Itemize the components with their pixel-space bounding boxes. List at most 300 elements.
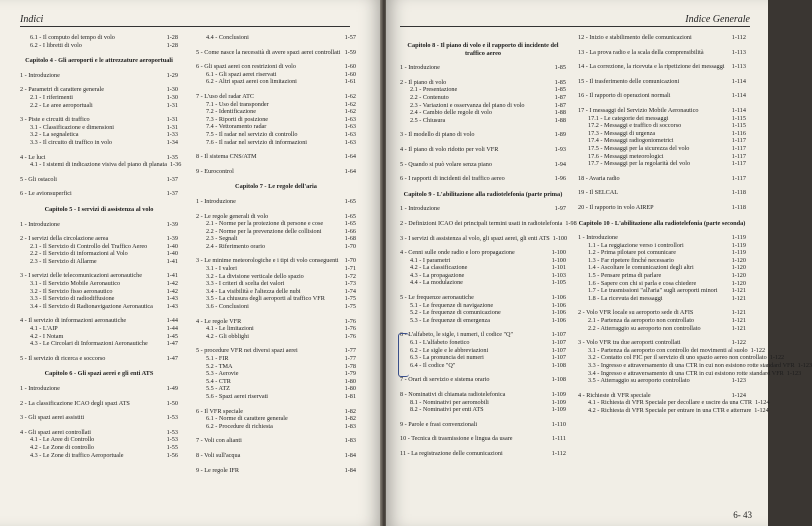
toc-entry (20, 400, 178, 408)
toc-entry (196, 123, 356, 131)
toc-entry-title: 4.1 - Le Aree di Controllo (30, 436, 95, 444)
toc-entry-title: 3.5 - Atterraggio su aeroporto controllato (588, 377, 690, 385)
toc-entry-page: 1-122 (769, 354, 785, 362)
toc-entry-page: 1-62 (344, 92, 356, 100)
toc-entry (578, 377, 746, 385)
toc-entry (196, 452, 356, 460)
toc-entry (196, 101, 356, 109)
toc-entry-title: 5.3 - Le frequenze di emergenza (410, 316, 490, 324)
toc-entry-page: 1-120 (731, 264, 746, 272)
toc-entry-title: 2.2 - Il Servizio di informazioni al Volo (30, 250, 128, 258)
toc-entry (196, 257, 356, 265)
toc-entry-title: 4.2 - I Notam (30, 332, 64, 340)
toc-entry-page: 1-122 (731, 339, 746, 347)
toc-entry (20, 303, 178, 311)
toc-entry-title: 17.4 - Messaggi radiogoniometrici (588, 137, 674, 145)
toc-entry-title: 3.4 - Il Servizio di Radionavigazione Aeronautica (30, 302, 153, 310)
toc-entry-page: 1-75 (344, 295, 356, 303)
toc-entry-page: 1-80 (344, 385, 356, 393)
toc-entry (400, 235, 566, 243)
toc-entry-page: 1-84 (344, 466, 356, 474)
toc-entry-title: 2.2 - Atterraggio su aeroporto non controllato (588, 324, 701, 332)
toc-entry-title: 2.1 - Il Servizio di Controllo del Traffico Aereo (30, 242, 148, 250)
chapter-heading: Capitolo 6 - Gli spazi aerei e gli enti ATS (44, 370, 154, 378)
toc-entry-title: 3.4 - Ingresso e attraversamento di una CTR in cui esistono rotte standard VFR (588, 369, 784, 377)
toc-entry-title: 5 - Il servizio di ricerca e soccorso (20, 354, 106, 362)
toc-entry-title: 4.2 - La classificazione (410, 264, 468, 272)
toc-entry-title: 4.2 - Gli obblighi (206, 332, 249, 340)
toc-column-1 (20, 34, 182, 459)
toc-entry (20, 243, 178, 251)
toc-entry-page: 1-118 (731, 203, 746, 211)
toc-entry (578, 242, 746, 250)
toc-entry-title: 1 - Introduzione (20, 220, 60, 228)
toc-entry (578, 346, 766, 355)
toc-entry-page: 1-65 (344, 212, 356, 220)
toc-entry-page: 1-83 (344, 437, 356, 445)
toc-entry (578, 153, 746, 161)
toc-entry-title: 5 - Come nasce la necessità di avere spazi aerei controllati (196, 48, 341, 56)
chapter-heading: Capitolo 7 - Le regole dell'aria (235, 183, 317, 191)
toc-entry (578, 362, 812, 370)
toc-entry (20, 272, 178, 280)
toc-entry-title: 6.2 - Le sigle e le abbreviazioni (410, 346, 489, 354)
toc-column-3 (400, 34, 577, 458)
toc-entry-page: 1-81 (344, 392, 356, 400)
toc-entry-page: 1-106 (551, 316, 566, 324)
toc-entry-page: 1-75 (344, 303, 356, 311)
toc-entry-title: 4 - Gli spazi aerei controllati (20, 428, 91, 436)
toc-entry-title: 4.4 - La modulazione (410, 279, 463, 287)
toc-entry (20, 444, 178, 452)
toc-entry-title: 3.1 - Partenza da aeroporto con controllo dei movimenti al suolo (588, 346, 748, 354)
toc-entry-page: 1-85 (554, 78, 566, 86)
toc-entry-page: 1-117 (731, 174, 746, 182)
toc-entry (578, 369, 802, 378)
toc-entry-title: 5.5 - ATZ (206, 385, 230, 393)
toc-entry (578, 34, 746, 42)
toc-entry-page: 1-36 (169, 161, 182, 169)
toc-entry (578, 392, 746, 400)
toc-entry (400, 205, 566, 213)
toc-entry-page: 1-97 (554, 205, 566, 213)
toc-entry-title: 2.4 - Cambio delle regole di volo (410, 109, 492, 117)
left-page (0, 0, 382, 526)
toc-entry-page: 1-119 (731, 234, 746, 242)
toc-entry (20, 139, 178, 147)
toc-entry-page: 1-112 (731, 34, 746, 41)
toc-entry-title: 8.2 - Nominativi per enti ATS (410, 406, 484, 414)
toc-entry-title: 1 - Introduzione (196, 197, 236, 205)
toc-entry (400, 131, 566, 139)
toc-entry-page: 1-31 (166, 101, 178, 109)
toc-entry-page: 1-114 (731, 77, 746, 85)
toc-entry-page: 1-84 (344, 451, 356, 459)
toc-entry-page: 1-114 (731, 92, 746, 100)
toc-entry (20, 295, 178, 303)
toc-entry (400, 117, 566, 125)
chapter-heading: Capitolo 8 - Il piano di volo e il rapporto di incidente del traffico aereo (407, 42, 559, 57)
toc-entry-title: 3.1 - Classificazione e dimensioni (30, 123, 115, 131)
toc-entry-title: 20 - Il rapporto in volo AIREP (578, 203, 654, 211)
toc-entry-page: 1-113 (731, 48, 746, 56)
toc-entry-page: 1-120 (731, 256, 746, 264)
toc-entry (578, 354, 785, 362)
toc-entry (578, 234, 746, 242)
toc-entry (578, 49, 746, 57)
toc-entry-title: 1.2 - Prima pilotare poi comunicare (588, 249, 676, 257)
toc-entry-page: 1-109 (551, 391, 566, 398)
toc-entry (400, 272, 566, 280)
toc-entry (20, 355, 178, 363)
toc-entry-title: 7 - Orari di servizio e sistema orario (400, 376, 490, 384)
toc-entry-page: 1-114 (731, 106, 746, 114)
toc-entry-page: 1-96 (554, 175, 566, 183)
toc-entry (400, 294, 566, 302)
toc-entry-page: 1-94 (554, 160, 566, 168)
toc-entry-title: 4.1 - L'AIP (30, 325, 58, 333)
page-number: 6- 43 (733, 510, 752, 520)
toc-entry (578, 264, 746, 272)
toc-entry (400, 146, 566, 154)
toc-entry-page: 1-124 (731, 391, 746, 399)
toc-entry (196, 34, 356, 42)
toc-entry-title: 7.5 - Il radar nel servizio di controllo (206, 130, 298, 138)
toc-entry (196, 168, 356, 176)
toc-entry-title: 3 - Le minime meteorologiche e i tipi di volo conseguenti (196, 257, 339, 265)
toc-entry-title: 2.1 - Norme per la protezione di persone e cose (206, 220, 324, 228)
toc-entry-title: 8 - Nominativi di chiamata radiotelefonica (400, 391, 506, 398)
toc-entry-title: 5.3 - Aerovie (206, 370, 239, 378)
toc-entry (196, 393, 356, 401)
toc-entry-page: 1-57 (344, 34, 356, 41)
toc-entry (400, 302, 566, 310)
toc-entry-page: 1-70 (344, 257, 356, 265)
toc-entry (20, 34, 178, 42)
toc-entry-page: 1-115 (731, 122, 746, 130)
toc-entry-title: 6 - Gli spazi aerei con restrizioni di volo (196, 63, 297, 71)
toc-entry (196, 333, 356, 341)
toc-entry-title: 2 - Parametri di carattere generale (20, 86, 104, 94)
toc-entry-page: 1-43 (166, 302, 178, 310)
toc-entry-page: 1-49 (166, 385, 178, 392)
toc-entry (400, 339, 566, 347)
toc-entry (196, 423, 356, 431)
toc-entry-title: 5 - Quando si può volare senza piano (400, 160, 492, 168)
toc-entry-page: 1-123 (797, 362, 812, 369)
toc-entry-title: 17.3 - Messaggi di urgenza (588, 129, 656, 137)
toc-entry-page: 1-105 (551, 279, 566, 287)
toc-entry-page: 1-87 (554, 93, 566, 101)
toc-entry-page: 1-77 (344, 355, 356, 362)
toc-entry-title: 15 - Il trasferimento delle comunicazioni (578, 77, 680, 85)
toc-entry-page: 1-98 (565, 219, 577, 227)
toc-entry-title: 17.2 - Messaggi e traffico di soccorso (588, 122, 682, 130)
toc-entry (578, 309, 746, 317)
toc-entry-title: 4.3 - La propagazione (410, 271, 465, 279)
toc-entry-page: 1-72 (344, 272, 356, 280)
toc-entry-page: 1-108 (551, 361, 566, 369)
toc-entry (196, 78, 356, 86)
toc-entry-page: 1-101 (551, 264, 566, 272)
toc-entry-page: 1-31 (166, 123, 178, 131)
toc-entry (400, 354, 566, 362)
toc-entry-page: 1-120 (731, 279, 746, 287)
toc-entry (578, 137, 746, 145)
toc-entry (20, 333, 178, 341)
toc-entry-page: 1-83 (344, 422, 356, 430)
toc-entry (196, 355, 356, 363)
toc-entry (400, 331, 566, 339)
toc-entry-title: 6 - L'alfabeto, le sigle, i numeri, il codice "Q" (400, 331, 514, 339)
toc-entry-title: 5 - Le frequenze aeronautiche (400, 294, 474, 302)
toc-entry-page: 1-85 (554, 86, 566, 94)
toc-entry (20, 436, 178, 444)
toc-entry-page: 1-80 (344, 377, 356, 385)
toc-entry-page: 1-121 (731, 324, 746, 332)
toc-entry-page: 1-39 (166, 235, 178, 243)
toc-entry-page: 1-41 (166, 272, 178, 280)
toc-entry-page: 1-115 (731, 114, 746, 122)
toc-entry-title: 5.1 - Le frequenze di navigazione (410, 301, 494, 309)
toc-entry-title: 6.1 - L'alfabeto fonetico (410, 339, 470, 347)
toc-entry (20, 235, 178, 243)
toc-entry-title: 4 - Le luci (20, 153, 46, 161)
toc-entry-page: 1-65 (344, 197, 356, 205)
toc-entry-page: 1-47 (166, 340, 178, 348)
toc-entry (196, 378, 356, 386)
toc-entry-title: 4.3 - Le Zone di traffico Aeroportuale (30, 451, 124, 459)
toc-entry-page: 1-68 (344, 235, 356, 243)
toc-entry-title: 3 - I servizi di assistenza al volo, gli spazi aerei, gli enti ATS (400, 234, 550, 242)
toc-entry (400, 399, 566, 407)
toc-entry-title: 3 - Il modello di piano di volo (400, 131, 475, 139)
toc-entry (20, 190, 178, 198)
toc-entry-title: 17.6 - Messaggi meteorologici (588, 152, 664, 160)
toc-entry-page: 1-103 (551, 271, 566, 279)
chapter-heading: Capitolo 9 - L'abilitazione alla radiotelefonia (parte prima) (403, 190, 563, 198)
toc-entry (20, 124, 178, 132)
toc-entry (196, 347, 356, 355)
toc-entry-title: 1.7 - Le trasmissioni "all'aria" sugli aeroporti minori (588, 287, 718, 295)
toc-entry (578, 115, 746, 123)
toc-entry (196, 108, 356, 116)
toc-entry-page: 1-29 (166, 71, 178, 79)
toc-entry (196, 139, 356, 147)
toc-entry (400, 79, 566, 87)
toc-entry (400, 347, 566, 355)
toc-entry (196, 198, 356, 206)
toc-entry (400, 435, 566, 443)
toc-entry-page: 1-106 (551, 294, 566, 302)
toc-entry-title: 6 - Il VFR speciale (196, 407, 243, 415)
toc-entry-page: 1-108 (551, 376, 566, 384)
toc-entry (20, 414, 178, 422)
toc-entry-page: 1-88 (554, 116, 566, 124)
toc-entry (20, 176, 178, 184)
toc-entry-title: 6.4 - Il codice "Q" (410, 361, 456, 369)
toc-entry-title: 7.2 - Identificazione (206, 108, 256, 116)
toc-entry (196, 408, 356, 416)
toc-entry (20, 280, 178, 288)
toc-entry-page: 1-100 (552, 234, 568, 242)
toc-entry-title: 6 - I rapporti di incidenti del traffico aereo (400, 175, 505, 183)
toc-entry-page: 1-107 (551, 346, 566, 354)
toc-entry (196, 153, 356, 161)
toc-entry-title: 3.1 - Il Servizio Mobile Aeronautico (30, 280, 121, 288)
toc-entry-page: 1-50 (166, 399, 178, 407)
toc-entry-title: 7.4 - Vettoramento radar (206, 123, 267, 131)
toc-entry (20, 116, 178, 124)
toc-entry (196, 303, 356, 311)
toc-entry-page: 1-78 (344, 362, 356, 370)
toc-entry-title: 4.4 - Conclusioni (206, 34, 249, 41)
toc-entry-title: 7.1 - Uso del transponder (206, 100, 269, 108)
toc-entry (578, 249, 746, 257)
toc-entry-title: 5.6 - Spazi aerei riservati (206, 392, 269, 400)
toc-entry (20, 42, 178, 50)
toc-entry (400, 257, 566, 265)
toc-entry-title: 9 - Eurocontrol (196, 167, 234, 175)
toc-entry (578, 130, 746, 138)
toc-entry-title: 1 - Introduzione (20, 385, 60, 392)
toc-entry (196, 243, 356, 251)
toc-entry-title: 6.2 - Procedure di richiesta (206, 422, 273, 430)
toc-entry-title: 2 - I servizi della circolazione aerea (20, 235, 109, 243)
left-page-header: Indici (20, 14, 350, 27)
toc-entry-title: 7 - L'uso del radar ATC (196, 92, 254, 100)
toc-entry-title: 1 - Introduzione (20, 71, 60, 79)
toc-entry (196, 363, 356, 371)
chapter-heading: Capitolo 4 - Gli aeroporti e le attrezzature aeroportuali (25, 57, 173, 65)
toc-entry-page: 1-63 (344, 115, 356, 123)
toc-entry-page: 1-63 (344, 123, 356, 131)
toc-entry-page: 1-79 (344, 370, 356, 378)
toc-entry (196, 385, 356, 393)
toc-entry (400, 406, 566, 414)
toc-entry-page: 1-60 (344, 63, 356, 71)
toc-entry-title: 3 - Volo VFR tra due aeroporti controllati (578, 339, 681, 347)
toc-entry-page: 1-123 (731, 377, 746, 385)
toc-entry (196, 280, 356, 288)
toc-entry-title: 5.2 - TMA (206, 362, 233, 370)
toc-entry-page: 1-110 (551, 420, 566, 428)
toc-entry-title: 6.2 - Altri spazi aerei con limitazioni (206, 78, 297, 86)
toc-entry-title: 4.2 - Richiesta di VFR Speciale per entrare in una CTR e atterrare (588, 406, 752, 414)
toc-entry-page: 1-82 (344, 407, 356, 415)
toc-entry-title: 6.1 - Il computo del tempo di volo (30, 34, 115, 41)
toc-entry-page: 1-100 (551, 256, 566, 264)
toc-entry-page: 1-87 (554, 101, 566, 109)
toc-entry-page: 1-42 (166, 287, 178, 295)
toc-entry-title: 5.1 - FIR (206, 355, 229, 362)
toc-entry-title: 12 - Inizio e stabilimento delle comunicazioni (578, 34, 692, 41)
toc-entry (578, 78, 746, 86)
toc-entry (400, 249, 566, 257)
toc-entry-title: 8 - Il sistema CNS/ATM (196, 153, 257, 161)
toc-entry-title: 2.2 - Norme per la prevenzione delle collisioni (206, 227, 322, 235)
toc-entry-title: 4 - Il piano di volo ridotto per voli VFR (400, 145, 499, 153)
toc-entry (578, 295, 746, 303)
toc-entry (578, 175, 746, 183)
toc-entry-page: 1-65 (344, 220, 356, 228)
toc-entry-page: 1-34 (166, 138, 178, 146)
toc-entry-page: 1-121 (731, 287, 746, 295)
toc-entry-page: 1-100 (551, 249, 566, 257)
toc-entry-title: 3.6 - Conclusioni (206, 303, 249, 311)
toc-entry-page: 1-88 (554, 109, 566, 117)
toc-entry-page: 1-30 (166, 86, 178, 94)
toc-entry-page: 1-63 (344, 138, 356, 146)
toc-entry-page: 1-113 (731, 63, 746, 71)
toc-entry-title: 3 - I servizi delle telecomunicazioni aeronautiche (20, 272, 142, 280)
toc-entry-page: 1-71 (344, 265, 356, 273)
toc-entry-page: 1-109 (551, 406, 566, 414)
right-page (386, 0, 812, 526)
toc-entry-page: 1-60 (344, 70, 356, 78)
toc-entry-title: 17.5 - Messaggi per la sicurezza del volo (588, 144, 690, 152)
toc-entry-page: 1-77 (344, 347, 356, 355)
toc-entry (400, 64, 566, 72)
toc-entry-title: 4.1 - I parametri (410, 256, 451, 264)
toc-entry (400, 161, 566, 169)
toc-entry-title: 4.1 - I sistemi di indicazione visiva del piano di planata (30, 161, 167, 169)
toc-entry-page: 1-121 (731, 309, 746, 317)
toc-entry-title: 1 - Introduzione (400, 64, 440, 72)
toc-entry (196, 213, 356, 221)
toc-entry (578, 257, 746, 265)
toc-entry (196, 235, 356, 243)
toc-entry-page: 1-123 (786, 369, 802, 377)
toc-entry (400, 219, 577, 228)
toc-entry (20, 258, 178, 266)
toc-entry (196, 370, 356, 378)
toc-entry-title: 6.1 - Gli spazi aerei riservati (206, 70, 277, 78)
toc-entry-title: 18 - Avaria radio (578, 174, 620, 182)
toc-entry-page: 1-28 (166, 34, 178, 41)
toc-entry (196, 265, 356, 273)
toc-entry (400, 317, 566, 325)
toc-entry-title: 2.2 - Le aree aeroportuali (30, 101, 93, 109)
toc-entry-title: 3.5 - La chiusura degli aeroporti al traffico VFR (206, 295, 325, 303)
toc-entry (196, 49, 356, 57)
toc-column-4 (578, 34, 812, 415)
toc-entry (400, 391, 566, 399)
toc-entry-page: 1-93 (554, 145, 566, 153)
toc-entry (400, 94, 566, 102)
toc-entry-title: 2.1 - Presentazione (410, 86, 458, 94)
toc-entry-title: 3.4 - La visibilità e l'altezza delle nubi (206, 287, 301, 295)
toc-entry-page: 1-40 (166, 250, 178, 258)
toc-entry-page: 1-107 (551, 331, 566, 339)
toc-entry-page: 1-33 (166, 131, 178, 139)
toc-entry-page: 1-41 (166, 257, 178, 265)
toc-entry-page: 1-62 (344, 108, 356, 116)
toc-entry-title: 3.3 - Ingresso e attraversamento di una CTR in cui non esistono rotte standard VFR (588, 362, 795, 369)
toc-entry-page: 1-44 (166, 317, 178, 325)
toc-entry-title: 9 - Parole e frasi convenzionali (400, 420, 478, 428)
toc-entry-title: 3.2 - Il Servizio fisso aeronautico (30, 287, 113, 295)
toc-entry-page: 1-53 (166, 436, 178, 444)
toc-entry-page: 1-107 (551, 339, 566, 347)
toc-entry-title: 2.5 - Chiusura (410, 116, 446, 124)
toc-entry (578, 145, 746, 153)
toc-entry-title: 1.6 - Sapere con chi si parla e cosa chiedere (588, 279, 697, 287)
toc-entry-page: 1-85 (554, 64, 566, 72)
toc-entry-title: 11 - La registrazione delle comunicazioni (400, 449, 503, 457)
toc-entry-title: 2 - Il piano di volo (400, 78, 447, 86)
toc-entry (578, 189, 746, 197)
